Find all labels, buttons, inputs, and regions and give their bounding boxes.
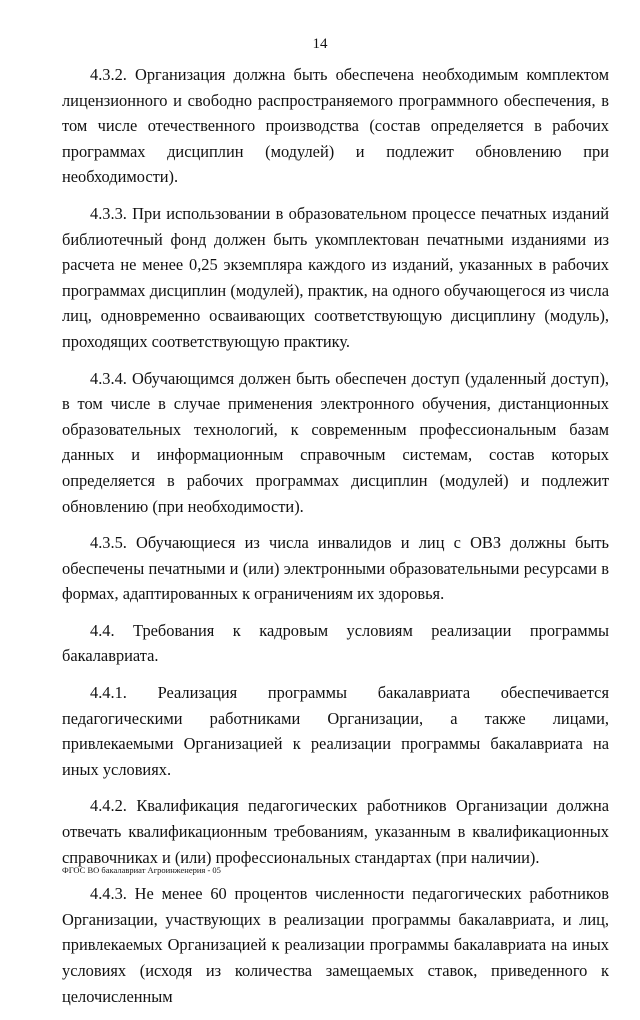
paragraph-4-3-4: 4.3.4. Обучающимся должен быть обеспечен доступ (удаленный доступ), в том числе в случае применения электронного обучения, дистанционных образовательных технологий, к современным профессиональным базам данных и информационным справочным системам, состав которых определяется в рабочих программах дисциплин (модулей) и подлежит обновлению (при необходимости). xyxy=(62,368,609,516)
paragraph-4-4-2: 4.4.2. Квалификация педагогических работников Организации должна отвечать квалификационным требованиям, указанным в квалификационных справочниках и (или) профессиональных стандартах (при наличии). xyxy=(62,796,609,867)
paragraph-4-3-5: 4.3.5. Обучающиеся из числа инвалидов и лиц с ОВЗ должны быть обеспечены печатными и (или) электронными образовательными ресурсами в формах, адаптированных к ограничениям их здоровья. xyxy=(62,533,609,604)
page-number: 14 xyxy=(312,36,328,52)
footer-label: ФГОС ВО бакалавриат Агроинженерия - 05 xyxy=(62,865,221,875)
paragraph-4-4-3: 4.4.3. Не менее 60 процентов численности педагогических работников Организации, участвующих в реализации программы бакалавриата, и лиц, привлекаемых Организацией к реализации программы бакалавриата на иных условиях (исходя из количества замещаемых ставок, приведенного к целочисленным xyxy=(62,884,609,1006)
paragraph-4-4-1: 4.4.1. Реализация программы бакалавриата обеспечивается педагогическими работниками Организации, а также лицами, привлекаемыми Организацией к реализации программы бакалавриата на иных условиях. xyxy=(62,683,609,779)
paragraph-4-3-3: 4.3.3. При использовании в образовательном процессе печатных изданий библиотечный фонд должен быть укомплектован печатными изданиями из расчета не менее 0,25 экземпляра каждого из изданий, указанных в рабочих программах дисциплин (модулей), практик, на одного обучающегося из числа лиц, одновременно осваивающих соответствующую дисциплину (модуль), проходящих соответствующую практику. xyxy=(62,203,609,351)
paragraph-4-3-2: 4.3.2. Организация должна быть обеспечена необходимым комплектом лицензионного и свободно распространяемого программного обеспечения, в том числе отечественного производства (состав определяется в рабочих программах дисциплин (модулей) и подлежит обновлению при необходимости). xyxy=(62,65,609,187)
section-heading-4-4: 4.4. Требования к кадровым условиям реализации программы бакалавриата. xyxy=(62,620,609,666)
document-body xyxy=(62,62,609,1020)
